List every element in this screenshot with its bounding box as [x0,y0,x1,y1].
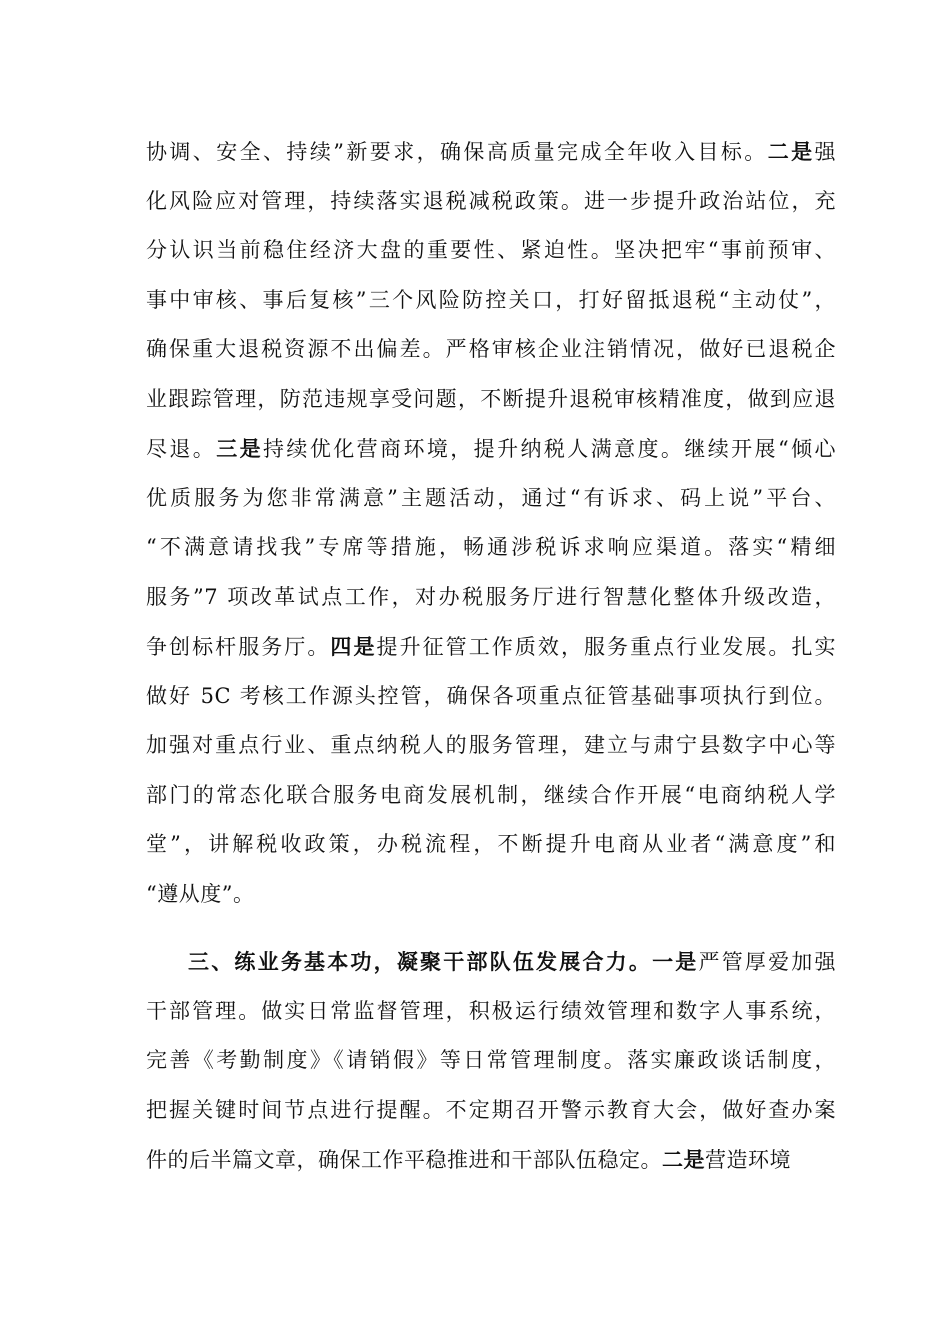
text-run: 业跟踪管理，防范违规享受问题，不断提升退税审核精准度，做到应退 [146,386,836,411]
text-run: 优质服务为您非常满意”主题活动，通过“有诉求、码上说”平台、 [146,485,836,510]
text-run: 持续优化营商环境，提升纳税人满意度。继续开展“倾心 [263,437,836,461]
text-run: 加强对重点行业、重点纳税人的服务管理，建立与肃宁县数字中心等 [146,733,836,757]
text-run: 完善《考勤制度》《请销假》等日常管理制度。落实廉政谈话制度， [146,1048,836,1072]
text-run: 营造环境 [705,1148,791,1172]
text-run: 争创标杆服务厅。 [146,635,331,659]
text-line [146,375,836,425]
text-run: 协调、安全、持续”新要求，确保高质量完成全年收入目标。 [146,140,768,164]
text-run: 把握关键时间节点进行提醒。不定期召开警示教育大会，做好查办案 [146,1097,836,1122]
text-run: 尽退。 [146,437,217,461]
text-run: 干部管理。做实日常监督管理，积极运行绩效管理和数字人事系统， [146,998,836,1023]
text-line [146,622,836,672]
text-line [146,937,836,987]
text-run: 做好 5C 考核工作源头控管，确保各项重点征管基础事项执行到位。 [146,683,836,708]
bold-text-run: 二是 [662,1147,705,1172]
text-run: 堂”，讲解税收政策，办税流程，不断提升电商从业者“满意度”和 [146,832,836,856]
text-run: 件的后半篇文章，确保工作平稳推进和干部队伍稳定。 [146,1148,662,1172]
text-run: “不满意请找我”专席等措施，畅通涉税诉求响应渠道。落实“精细 [146,535,836,559]
text-line [146,1135,836,1185]
bold-text-run: 三、练业务基本功，凝聚干部队伍发展合力。一是 [188,949,699,974]
paragraph-cadre-team [146,937,836,1185]
bold-text-run: 三是 [216,436,264,461]
bold-text-run: 二是 [767,139,815,164]
text-line [146,1086,836,1136]
text-run: 服务”7 项改革试点工作，对办税服务厅进行智慧化整体升级改造， [146,584,836,609]
text-line [146,523,836,573]
text-line [146,276,836,326]
text-line [146,987,836,1037]
text-run: 提升征管工作质效，服务重点行业发展。扎实 [376,635,836,659]
text-line [146,771,836,821]
text-line [146,127,836,177]
text-line [146,870,836,920]
text-run: 分认识当前稳住经济大盘的重要性、紧迫性。坚决把牢“事前预审、 [146,238,836,262]
bold-text-run: 四是 [330,634,377,659]
paragraph-tax-work [146,127,836,919]
text-run: 化风险应对管理，持续落实退税减税政策。进一步提升政治站位，充 [146,188,836,213]
text-line [146,1036,836,1086]
text-line [146,325,836,375]
text-line [146,672,836,722]
text-line [146,226,836,276]
text-run: 严管厚爱加强 [698,950,836,974]
text-line [146,820,836,870]
text-line [146,573,836,623]
text-run: 强 [814,140,836,164]
text-run: 确保重大退税资源不出偏差。严格审核企业注销情况，做好已退税企 [146,337,836,361]
text-run: 事中审核、事后复核”三个风险防控关口，打好留抵退税“主动仗”， [146,287,836,312]
text-line [146,177,836,227]
text-run: “遵从度”。 [146,881,255,906]
text-line [146,474,836,524]
text-run: 部门的常态化联合服务电商发展机制，继续合作开展“电商纳税人学 [146,782,836,807]
text-line [146,721,836,771]
text-line [146,424,836,474]
